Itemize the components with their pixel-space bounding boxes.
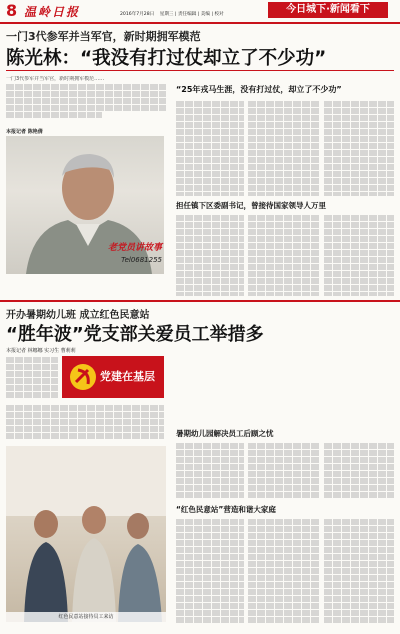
second-body-col-2 <box>248 442 320 498</box>
photo-caption-tel: Tel0681255 <box>121 256 162 264</box>
top-story-kicker: 一门3代参军并当军官，新时期拥军模范 <box>6 30 201 43</box>
photo-caption-main: 老党员讲故事 <box>107 243 162 253</box>
second-story-kicker: 开办暑期幼儿班 成立红色民意站 <box>6 310 150 321</box>
second-body-col-1 <box>176 442 244 498</box>
body-col-6 <box>324 214 394 296</box>
photo-caption-box <box>84 240 162 270</box>
date-line <box>120 12 224 18</box>
page-number: 8 <box>6 1 18 20</box>
body-col-4 <box>176 214 244 296</box>
date-text: 2016年7月28日 <box>120 12 155 17</box>
subhead-1: “25年戎马生涯，没有打过仗，却立了不少功” <box>176 85 342 94</box>
second-subhead-2: “红色民意站”营造和谐大家庭 <box>176 505 276 514</box>
second-body-col-3 <box>324 442 394 498</box>
second-body-col-5 <box>248 518 320 628</box>
intro-text: 一门3代参军并当军官，新时期拥军模范…… <box>6 76 105 82</box>
info-text: 星期三 | 责任编辑 | 美编 | 校对 <box>159 12 224 17</box>
paper-name: 温岭日报 <box>24 5 81 19</box>
body-col-3 <box>324 100 394 196</box>
second-subhead-1: 暑期幼儿园解决员工后顾之忧 <box>176 429 274 438</box>
portrait-photo <box>6 136 164 274</box>
body-col-5 <box>248 214 320 296</box>
group-people-silhouette <box>6 446 166 622</box>
subhead-2: 担任镇下区委副书记，曾接待国家领导人万里 <box>176 201 326 210</box>
section-tag-label: 今日城下·新闻看下 <box>286 4 370 15</box>
second-story-headline: “胜年波”党支部关爱员工举措多 <box>6 324 264 345</box>
top-story-intro <box>6 76 166 122</box>
body-col-2 <box>248 100 320 196</box>
party-building-label: 党建在基层 <box>100 370 155 383</box>
top-story-byline: 本报记者 陈艳倩 <box>6 129 43 135</box>
top-rule <box>0 22 400 24</box>
second-body-col-6 <box>324 518 394 628</box>
second-intro-col <box>6 356 58 404</box>
party-emblem-icon <box>68 362 98 392</box>
group-photo-caption: 红色民意站接待员工来访 <box>6 612 166 622</box>
group-photo <box>6 446 166 622</box>
top-story-headline: 陈光林：“我没有打过仗却立了不少功” <box>6 48 327 69</box>
headline-rule <box>6 70 394 71</box>
second-left-body <box>6 404 164 440</box>
body-col-1 <box>176 100 244 196</box>
second-body-col-4 <box>176 518 244 628</box>
section-tag <box>268 2 388 18</box>
masthead <box>0 0 400 22</box>
section-divider <box>0 300 400 302</box>
party-building-image <box>62 356 164 398</box>
second-byline: 本报记者 林娜娜 实习生 曹莉莉 <box>6 348 76 354</box>
